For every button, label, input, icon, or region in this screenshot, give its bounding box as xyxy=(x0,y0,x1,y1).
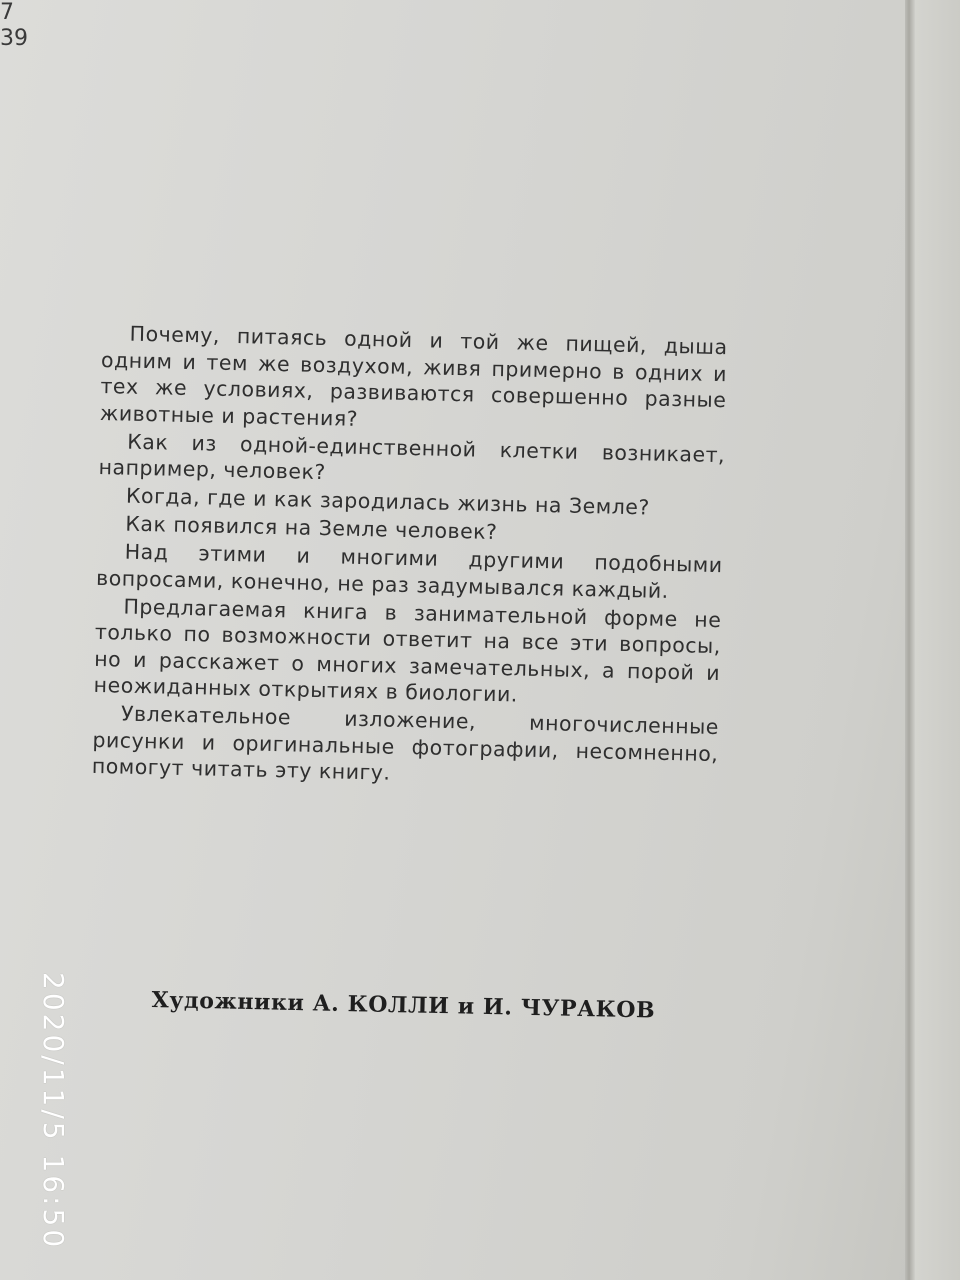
paragraph: Увлекательное изложение, многочисленные рисунки и оригинальные фотографии, несомненно, помогут читать эту книгу. xyxy=(91,701,720,785)
paragraph: Когда, где и как зародилась жизнь на Земле? xyxy=(125,483,651,520)
paragraph: Предлагаемая книга в занимательной форме не только по возможности ответит на все эти вопросы, но и расскажет о многих замечательных, а порой и неожиданных открытиях в биологии. xyxy=(93,594,722,707)
paragraph: Как появился на Земле человек? xyxy=(125,511,498,545)
corner-mark-line-1: 7 xyxy=(0,0,14,25)
photo-timestamp: 2020/11/5 16:50 xyxy=(37,972,70,1251)
paragraph: Как из одной-единственной клетки возникает, например, человек? xyxy=(98,429,726,485)
corner-mark-line-2: 39 xyxy=(0,26,28,51)
page-edge xyxy=(905,0,915,1280)
next-page-strip xyxy=(915,0,960,1280)
paragraph: Над этими и многими другими подобными вопросами, конечно, не раз задумывался каждый. xyxy=(95,539,723,603)
annotation-text xyxy=(92,320,728,795)
corner-mark xyxy=(0,0,28,52)
illustrators-credit: Художники А. КОЛЛИ и И. ЧУРАКОВ xyxy=(151,986,656,1024)
paragraph: Почему, питаясь одной и той же пищей, дыша одним и тем же воздухом, живя примерно в одних и тех же условиях, развиваются совершенно разные животные и растения? xyxy=(99,321,728,431)
